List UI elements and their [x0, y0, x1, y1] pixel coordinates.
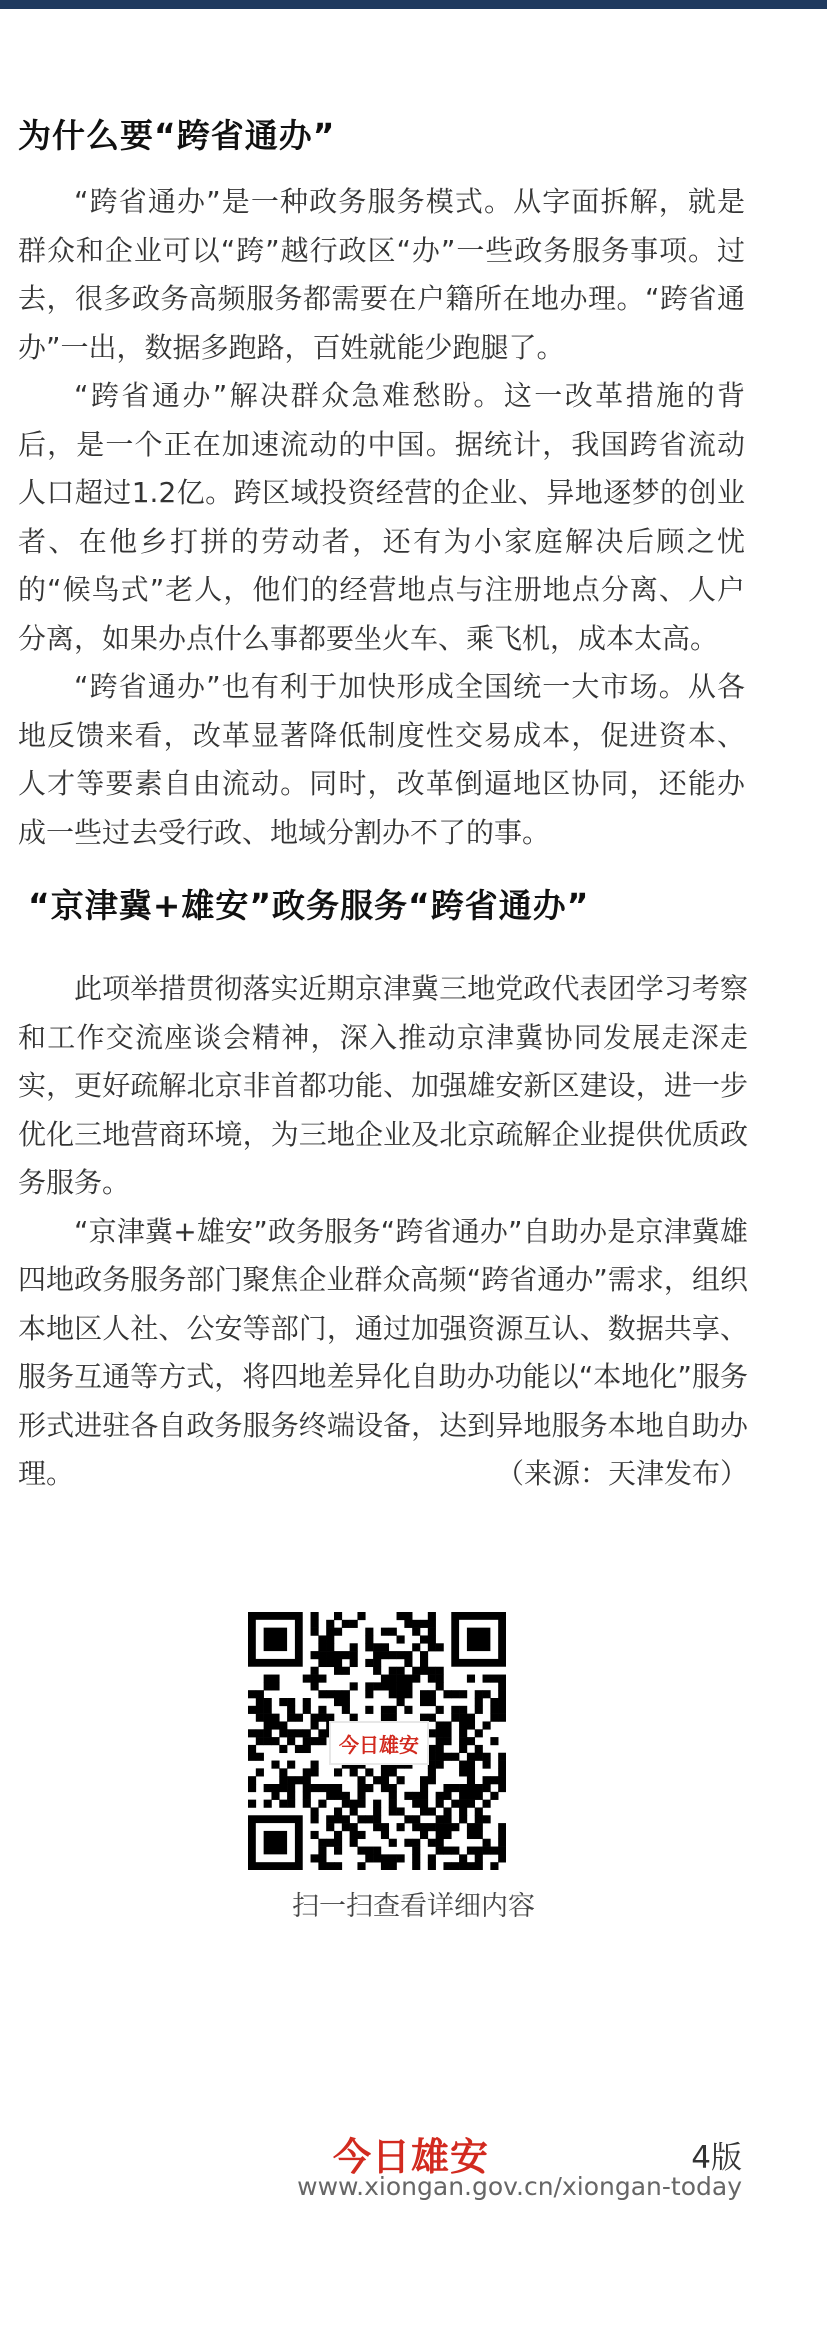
qr-code[interactable]: [248, 1612, 506, 1870]
paragraph: “跨省通办”解决群众急难愁盼。这一改革措施的背后，是一个正在加速流动的中国。据统计，我国跨省流动人口超过1.2亿。跨区域投资经营的企业、异地逐梦的创业者、在他乡打拼的劳动者，还有为小家庭解决后顾之忧的“候鸟式”老人，他们的经营地点与注册地点分离、人户分离，如果办点什么事都要坐火车、乘飞机，成本太高。: [18, 379, 745, 655]
section-title-why-cross-province: 为什么要“跨省通办”: [18, 116, 336, 155]
top-accent-bar: [0, 0, 827, 9]
source-credit: （来源：天津发布）: [495, 1457, 748, 1490]
section-why-cross-province: [18, 178, 745, 857]
footer-url[interactable]: www.xiongan.gov.cn/xiongan-today: [297, 2172, 742, 2201]
qr-caption: 扫一扫查看详细内容: [292, 1891, 535, 1922]
paragraph: [18, 1208, 748, 1499]
paragraph: “跨省通办”是一种政务服务模式。从字面拆解，就是群众和企业可以“跨”越行政区“办”一些政务服务事项。过去，很多政务高频服务都需要在户籍所在地办理。“跨省通办”一出，数据多跑路，百姓就能少跑腿了。: [18, 185, 745, 364]
paragraph: 此项举措贯彻落实近期京津冀三地党政代表团学习考察和工作交流座谈会精神，深入推动京津冀协同发展走深走实，更好疏解北京非首都功能、加强雄安新区建设，进一步优化三地营商环境，为三地企业及北京疏解企业提供优质政务服务。: [18, 972, 748, 1199]
qr-logo-badge: 今日雄安: [329, 1721, 429, 1765]
paragraph-text: “京津冀+雄安”政务服务“跨省通办”自助办是京津冀雄四地政务服务部门聚焦企业群众高频“跨省通办”需求，组织本地区人社、公安等部门，通过加强资源互认、数据共享、服务互通等方式，将四地差异化自助办功能以“本地化”服务形式进驻各自政务服务终端设备，达到异地服务本地自助办理。: [18, 1214, 748, 1490]
section-jjj-xiongan: [18, 965, 748, 1499]
page-number: 4版: [691, 2140, 742, 2176]
paragraph: “跨省通办”也有利于加快形成全国统一大市场。从各地反馈来看，改革显著降低制度性交易成本，促进资本、人才等要素自由流动。同时，改革倒逼地区协同，还能办成一些过去受行政、地域分割办不了的事。: [18, 670, 745, 849]
footer-logo: 今日雄安: [333, 2134, 490, 2179]
section-title-jjj-xiongan: “京津冀+雄安”政务服务“跨省通办”: [28, 886, 590, 925]
